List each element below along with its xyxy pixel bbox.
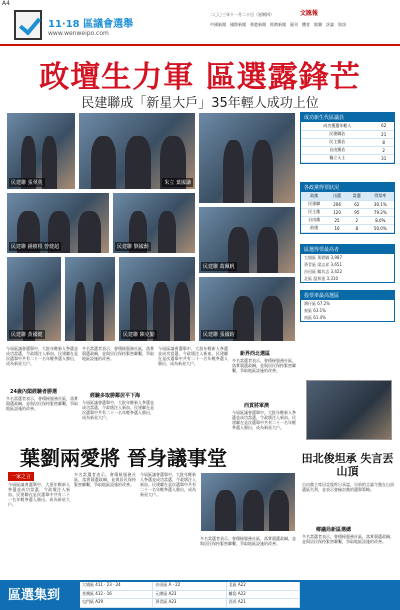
portrait-photo — [306, 380, 392, 440]
photo-collage — [6, 112, 296, 342]
list-item: 北區 溫和達 3,310 — [304, 276, 338, 281]
index-grid — [80, 582, 300, 608]
photo — [198, 112, 296, 204]
top-nav — [210, 22, 396, 42]
index-cell[interactable]: 荃灣區 412 · 16 — [80, 591, 153, 600]
photo — [198, 276, 296, 342]
photo — [6, 256, 62, 342]
ballot-check-icon — [14, 10, 42, 40]
section-url[interactable]: www.wenweipo.com — [48, 30, 109, 37]
table-row: 自由黨佔 2 — [301, 146, 394, 154]
photo — [6, 112, 76, 190]
column-tag: 一家之言 — [8, 472, 34, 481]
nav-item[interactable]: 娛樂 — [314, 22, 322, 27]
photo-caption: 民建聯 陳克勤 — [123, 332, 155, 338]
banner-title: 區選集到 — [8, 588, 61, 603]
article-body: 今屆區議會選舉中，大批年輕新人參選並成功當選，令政壇注入新血。民建聯在是次選舉中共有二十一名年輕參選人勝出，成為新星大戶。 — [8, 482, 70, 507]
article-body: 多名當選者表示，會積極服務社區，落實競選政綱，並與居民保持緊密聯繫，爭取地區設施的改善。 — [82, 346, 154, 361]
page-number: A4 — [2, 0, 10, 7]
box-title: 投票率最高選區 — [301, 291, 394, 300]
box-title: 區選得票最高者 — [301, 245, 394, 254]
stats-box-top-votes — [300, 244, 395, 283]
box-title: 成功新生代區議員 — [301, 113, 394, 122]
nav-item[interactable]: 中國新聞 — [210, 22, 226, 27]
nav-item[interactable]: 評論 — [326, 22, 334, 27]
photo-caption: 民建聯 張國鈞 — [203, 332, 235, 338]
dateline: 二〇〇三年十一月二十日（星期四） — [210, 12, 274, 17]
list-item: 東區 63.1% — [304, 308, 326, 313]
index-cell[interactable]: 大埔區 411 · 23 · 24 — [80, 582, 153, 591]
section-heading: 鄉議局新區選總 — [316, 527, 352, 533]
article-body: 今屆區議會選舉中，大批年輕新人參選並成功當選，令政壇注入新血。民建聯在是次選舉中共有二十一名年輕參選人勝出，成為新星大戶。 — [158, 346, 228, 366]
section-heading: 24歲內閣經驗者勝選 — [10, 389, 57, 395]
table-row: 民建聯 206 62 30.1% — [301, 200, 394, 208]
photo — [200, 472, 296, 532]
box-title: 各政黨得票狀況 — [301, 183, 394, 192]
main-headline: 政壇生力軍 區選露鋒芒 — [39, 60, 361, 95]
section-heading: 西貢將軍澳 — [244, 403, 270, 409]
table-header: 政黨 出選 當選 得票率 — [301, 192, 394, 200]
list-item: 大埔區 黃碧嬌 3,987 — [304, 255, 342, 260]
photo — [78, 112, 196, 190]
section-title: 11·18 區議會選舉 — [48, 19, 134, 30]
photo — [118, 256, 196, 342]
table-row: 成功獲選年輕人 62 — [301, 122, 394, 130]
article-body: 自由黨主席田北俊昨日承認，早前的言論令黨在山頂選區失利，並表示會檢討黨的選舉策略。 — [302, 482, 394, 492]
section-heading: 新界西北選區 — [240, 351, 271, 357]
section-heading: 經驗多取勝鄰居平下海 — [90, 393, 141, 399]
article-body: 多名當選者表示，會積極服務社區，落實競選政綱，並與居民保持緊密聯繫，爭取地區設施的改善。 — [74, 472, 136, 487]
article-body: 今屆區議會選舉中，大批年輕新人參選並成功當選，令政壇注入新血。民建聯在是次選舉中共有二十一名年輕參選人勝出，成為新星大戶。 — [6, 346, 78, 366]
stats-table — [301, 192, 394, 233]
article-body: 多名當選者表示，會積極服務社區，落實競選政綱，並與居民保持緊密聯繫，爭取地區設施的改善。 — [6, 396, 78, 411]
article-body: 今屆區議會選舉中，大批年輕新人參選並成功當選，令政壇注入新血。民建聯在是次選舉中共有二十一名年輕參選人勝出，成為新星大戶。 — [140, 472, 196, 497]
index-cell[interactable]: 離島 A22 — [227, 591, 300, 600]
index-cell[interactable]: 屯門區 A29 — [80, 599, 153, 608]
list-item: 南區 61.4% — [304, 315, 326, 320]
photo-caption: 民建聯 鍾樹根 曾健超 — [11, 244, 60, 250]
photo-caption: 朱立 葉國謙 — [164, 180, 191, 186]
photo-caption: 民建聯 張翠英 — [11, 180, 43, 186]
index-cell[interactable]: 西貢 A21 — [227, 599, 300, 608]
nav-item[interactable]: 資訊 — [338, 22, 346, 27]
side-headline: 田北俊坦承 失言丟山頂 — [301, 452, 394, 478]
article-body: 今屆區議會選舉中，大批年輕新人參選並成功當選，令政壇注入新血。民建聯在是次選舉中共有二十一名年輕參選人勝出，成為新星大戶。 — [232, 410, 296, 430]
stats-table — [301, 122, 394, 163]
photo-caption: 民建聯 葛珮帆 — [203, 264, 235, 270]
article-body: 多名當選者表示，會積極服務社區，落實競選政綱，並與居民保持緊密聯繫，爭取地區設施的改善。 — [302, 534, 394, 544]
index-cell[interactable]: 葵青區 A23 — [153, 599, 226, 608]
list-item: 沙田區 鄺其志 3,422 — [304, 269, 342, 274]
photo-caption: 民建聯 劉國勳 — [117, 244, 149, 250]
photo — [6, 192, 110, 254]
list-item: 灣仔區 67.2% — [304, 301, 330, 306]
table-row: 前綫 16 8 50.0% — [301, 224, 394, 232]
article-body: 多名當選者表示，會積極服務社區，落實競選政綱，並與居民保持緊密聯繫，爭取地區設施的改善。 — [232, 358, 296, 373]
paper-name: 文匯報 — [300, 10, 319, 17]
article-body: 今屆區議會選舉中，大批年輕新人參選並成功當選，令政壇注入新血。民建聯在是次選舉中共有二十一名年輕參選人勝出，成為新星大戶。 — [82, 400, 154, 420]
nav-item[interactable]: 香港新聞 — [250, 22, 266, 27]
article-body: 多名當選者表示，會積極服務社區，落實競選政綱，並與居民保持緊密聯繫，爭取地區設施的改善。 — [200, 536, 296, 546]
secondary-headline: 葉劉兩愛將 晉身議事堂 — [20, 446, 227, 470]
section-logo — [6, 6, 134, 42]
list-item: 葵青區 梁志祥 3,651 — [304, 262, 342, 267]
photo — [198, 206, 296, 274]
table-row: 民建聯佔 21 — [301, 130, 394, 138]
index-cell[interactable]: 北區 A22 — [227, 582, 300, 591]
stats-box-turnout — [300, 290, 395, 322]
sub-headline: 民建聯成「新星大戶」35年輕人成功上位 — [81, 96, 319, 111]
photo — [64, 256, 116, 342]
stats-box-young — [300, 112, 395, 164]
table-row: 獨立人士 31 — [301, 154, 394, 162]
table-row: 自由黨 25 2 8.0% — [301, 216, 394, 224]
nav-item[interactable]: 經濟新聞 — [270, 22, 286, 27]
table-row: 民主黨佔 8 — [301, 138, 394, 146]
stats-box-parties — [300, 182, 395, 234]
nav-item[interactable]: 國際新聞 — [230, 22, 246, 27]
photo-caption: 民建聯 黃國健 — [11, 332, 43, 338]
divider — [0, 44, 400, 46]
nav-item[interactable]: 副刊 — [290, 22, 298, 27]
index-cell[interactable]: 元朗區 A23 — [153, 591, 226, 600]
nav-item[interactable]: 體育 — [302, 22, 310, 27]
photo — [112, 192, 196, 254]
index-cell[interactable]: 沙田區 A · 22 — [153, 582, 226, 591]
table-row: 民主黨 120 95 79.2% — [301, 208, 394, 216]
